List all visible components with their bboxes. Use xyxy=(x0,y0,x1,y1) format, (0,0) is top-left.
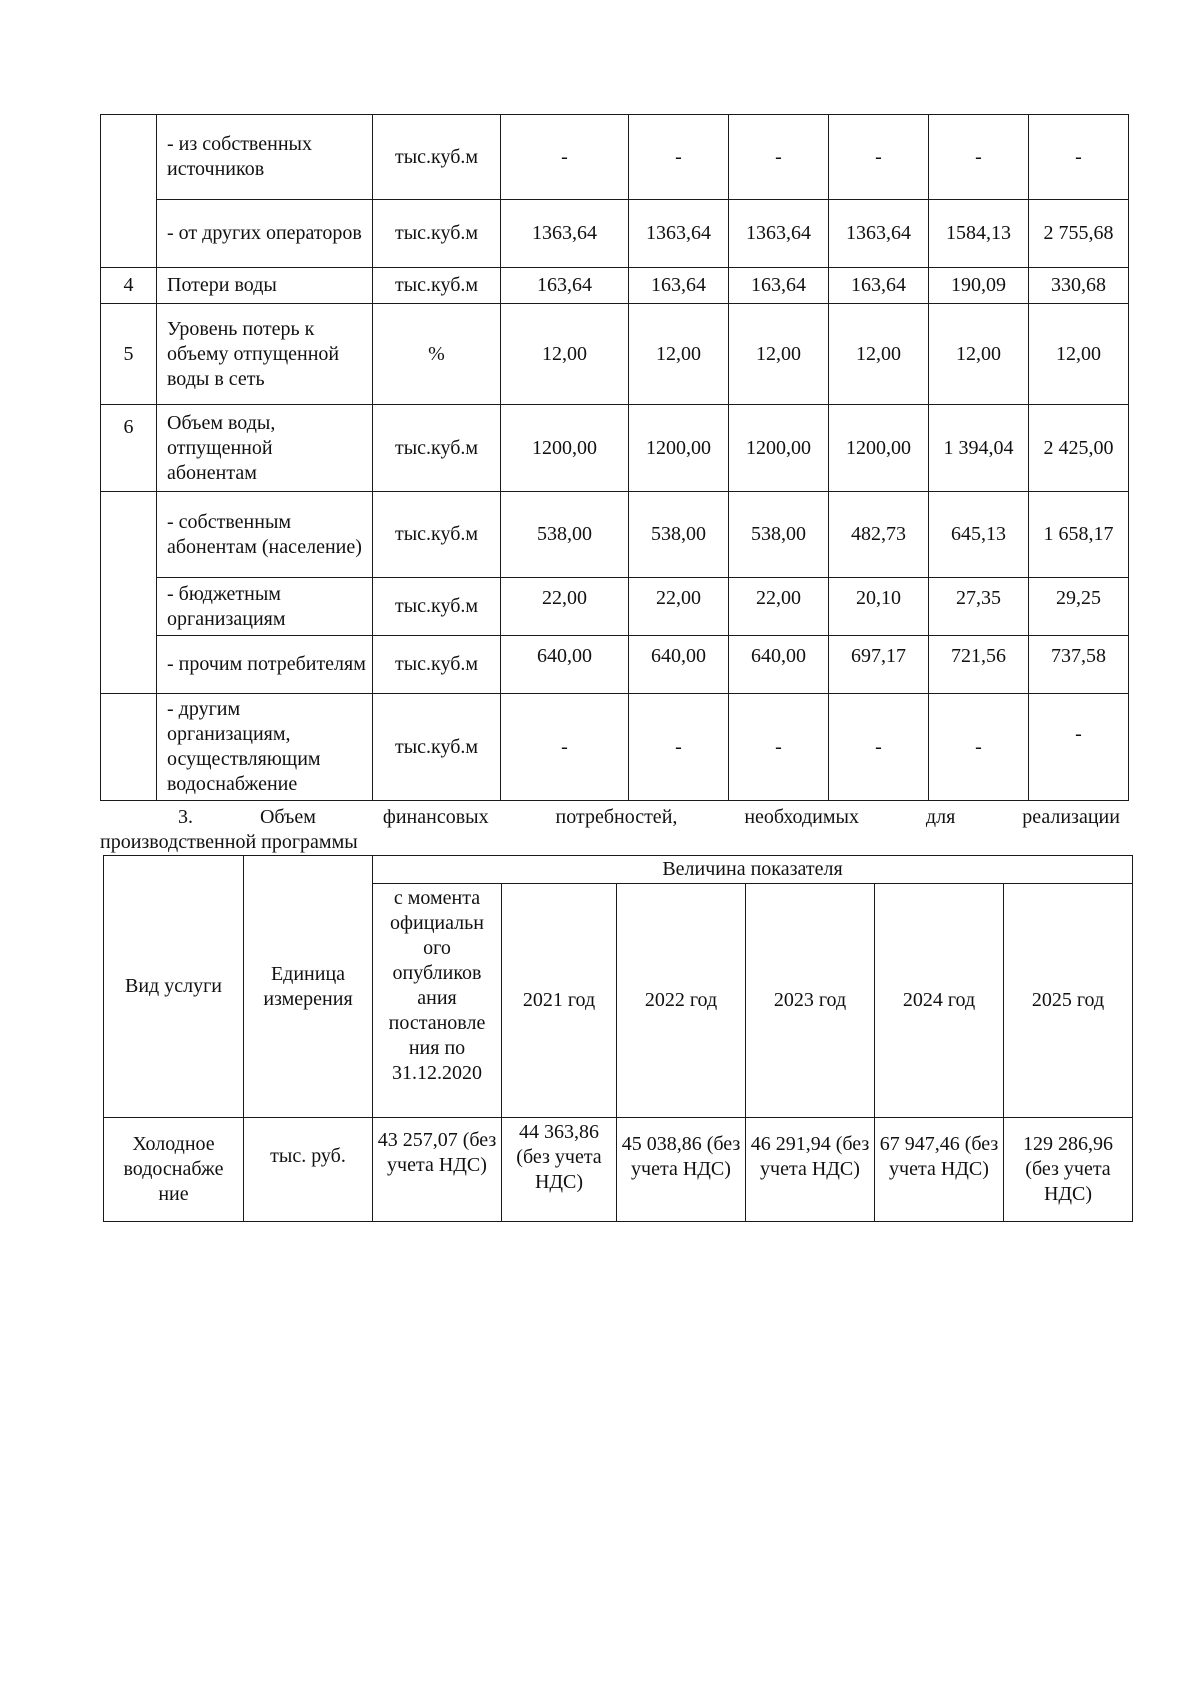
value-cell: 163,64 xyxy=(501,268,629,304)
header-unit: Единица измерения xyxy=(244,856,373,1118)
value-cell: 645,13 xyxy=(929,492,1029,578)
row-name: Объем воды, отпущенной абонентам xyxy=(157,405,373,492)
value-cell: 538,00 xyxy=(501,492,629,578)
value-cell: 12,00 xyxy=(729,304,829,405)
service-name: Холодное водоснабже ние xyxy=(104,1118,244,1222)
value-cell: - xyxy=(729,694,829,801)
financial-needs-table xyxy=(103,855,1133,1222)
value-cell: 190,09 xyxy=(929,268,1029,304)
value-cell: 721,56 xyxy=(929,636,1029,694)
value-cell: 2 425,00 xyxy=(1029,405,1129,492)
table-row xyxy=(101,200,1129,268)
header-period: с момента официальн ого опубликов ания постановле ния по 31.12.2020 xyxy=(373,884,502,1118)
value-cell: - xyxy=(1029,115,1129,200)
value-cell: 1 394,04 xyxy=(929,405,1029,492)
value-cell: 129 286,96 (без учета НДС) xyxy=(1004,1118,1133,1222)
table-row xyxy=(101,268,1129,304)
row-unit: тыс.куб.м xyxy=(373,492,501,578)
table-row xyxy=(101,304,1129,405)
row-number: 4 xyxy=(101,268,157,304)
value-cell: 163,64 xyxy=(729,268,829,304)
row-name: Потери воды xyxy=(157,268,373,304)
value-cell: - xyxy=(829,115,929,200)
row-unit: тыс.куб.м xyxy=(373,405,501,492)
value-cell: 22,00 xyxy=(729,578,829,636)
heading-word: финансовых xyxy=(382,806,489,828)
value-cell: 12,00 xyxy=(1029,304,1129,405)
table-row xyxy=(104,1118,1133,1222)
value-cell: 163,64 xyxy=(829,268,929,304)
row-name: - другим организациям, осуществляющим водоснабжение xyxy=(157,694,373,801)
table-row xyxy=(101,492,1129,578)
section-3-line2: производственной программы xyxy=(100,831,358,853)
value-cell: - xyxy=(929,694,1029,801)
value-cell: - xyxy=(1029,694,1129,801)
service-unit: тыс. руб. xyxy=(244,1118,373,1222)
value-cell: 22,00 xyxy=(629,578,729,636)
value-cell: 2 755,68 xyxy=(1029,200,1129,268)
row-name: Уровень потерь к объему отпущенной воды в сеть xyxy=(157,304,373,405)
value-cell: 12,00 xyxy=(829,304,929,405)
section-3-line1 xyxy=(100,805,1120,830)
heading-word: реализации xyxy=(1022,806,1120,828)
row-name: - из собственных источников xyxy=(157,115,373,200)
value-cell: - xyxy=(729,115,829,200)
value-cell: 43 257,07 (без учета НДС) xyxy=(373,1118,502,1222)
value-cell: 163,64 xyxy=(629,268,729,304)
value-cell: - xyxy=(629,694,729,801)
heading-word: потребностей, xyxy=(555,806,678,828)
row-unit: тыс.куб.м xyxy=(373,200,501,268)
header-group: Величина показателя xyxy=(373,856,1133,884)
table-row xyxy=(101,694,1129,801)
header-period: 2024 год xyxy=(875,884,1004,1118)
header-period: 2021 год xyxy=(502,884,617,1118)
value-cell: 1 658,17 xyxy=(1029,492,1129,578)
value-cell: 1200,00 xyxy=(501,405,629,492)
header-period: 2025 год xyxy=(1004,884,1133,1118)
value-cell: 697,17 xyxy=(829,636,929,694)
table-row xyxy=(101,636,1129,694)
heading-word: необходимых xyxy=(744,806,859,828)
value-cell: 29,25 xyxy=(1029,578,1129,636)
value-cell: 12,00 xyxy=(501,304,629,405)
row-unit: тыс.куб.м xyxy=(373,694,501,801)
value-cell: 20,10 xyxy=(829,578,929,636)
value-cell: 640,00 xyxy=(729,636,829,694)
row-name: - прочим потребителям xyxy=(157,636,373,694)
value-cell: 27,35 xyxy=(929,578,1029,636)
row-unit: тыс.куб.м xyxy=(373,578,501,636)
table-row xyxy=(101,405,1129,492)
row-number: 6 xyxy=(101,405,157,492)
value-cell: 12,00 xyxy=(929,304,1029,405)
table-row xyxy=(101,578,1129,636)
value-cell: 44 363,86 (без учета НДС) xyxy=(502,1118,617,1222)
value-cell: 1200,00 xyxy=(829,405,929,492)
table-row xyxy=(101,115,1129,200)
value-cell: 538,00 xyxy=(729,492,829,578)
row-unit: % xyxy=(373,304,501,405)
value-cell: - xyxy=(829,694,929,801)
row-number-cell xyxy=(101,115,157,268)
water-balance-table xyxy=(100,114,1129,801)
value-cell: 640,00 xyxy=(629,636,729,694)
row-unit: тыс.куб.м xyxy=(373,115,501,200)
row-number-cell xyxy=(101,492,157,694)
row-number: 5 xyxy=(101,304,157,405)
value-cell: 46 291,94 (без учета НДС) xyxy=(746,1118,875,1222)
value-cell: 67 947,46 (без учета НДС) xyxy=(875,1118,1004,1222)
value-cell: - xyxy=(629,115,729,200)
section-3-heading xyxy=(100,805,1120,855)
value-cell: 737,58 xyxy=(1029,636,1129,694)
value-cell: - xyxy=(501,694,629,801)
value-cell: - xyxy=(929,115,1029,200)
value-cell: 1200,00 xyxy=(629,405,729,492)
header-period: 2023 год xyxy=(746,884,875,1118)
row-number-cell xyxy=(101,694,157,801)
value-cell: 1363,64 xyxy=(829,200,929,268)
value-cell: 1584,13 xyxy=(929,200,1029,268)
section-number: 3. xyxy=(178,806,193,828)
row-name: - от других операторов xyxy=(157,200,373,268)
value-cell: 1363,64 xyxy=(629,200,729,268)
value-cell: 1363,64 xyxy=(729,200,829,268)
row-name: - бюджетным организациям xyxy=(157,578,373,636)
value-cell: 12,00 xyxy=(629,304,729,405)
value-cell: 640,00 xyxy=(501,636,629,694)
value-cell: 1200,00 xyxy=(729,405,829,492)
heading-word: Объем xyxy=(259,806,316,828)
value-cell: 22,00 xyxy=(501,578,629,636)
value-cell: 482,73 xyxy=(829,492,929,578)
row-unit: тыс.куб.м xyxy=(373,268,501,304)
value-cell: 1363,64 xyxy=(501,200,629,268)
header-service: Вид услуги xyxy=(104,856,244,1118)
row-unit: тыс.куб.м xyxy=(373,636,501,694)
header-row xyxy=(104,856,1133,884)
value-cell: 538,00 xyxy=(629,492,729,578)
row-name: - собственным абонентам (население) xyxy=(157,492,373,578)
heading-word: для xyxy=(925,806,956,828)
value-cell: - xyxy=(501,115,629,200)
header-period: 2022 год xyxy=(617,884,746,1118)
value-cell: 45 038,86 (без учета НДС) xyxy=(617,1118,746,1222)
value-cell: 330,68 xyxy=(1029,268,1129,304)
